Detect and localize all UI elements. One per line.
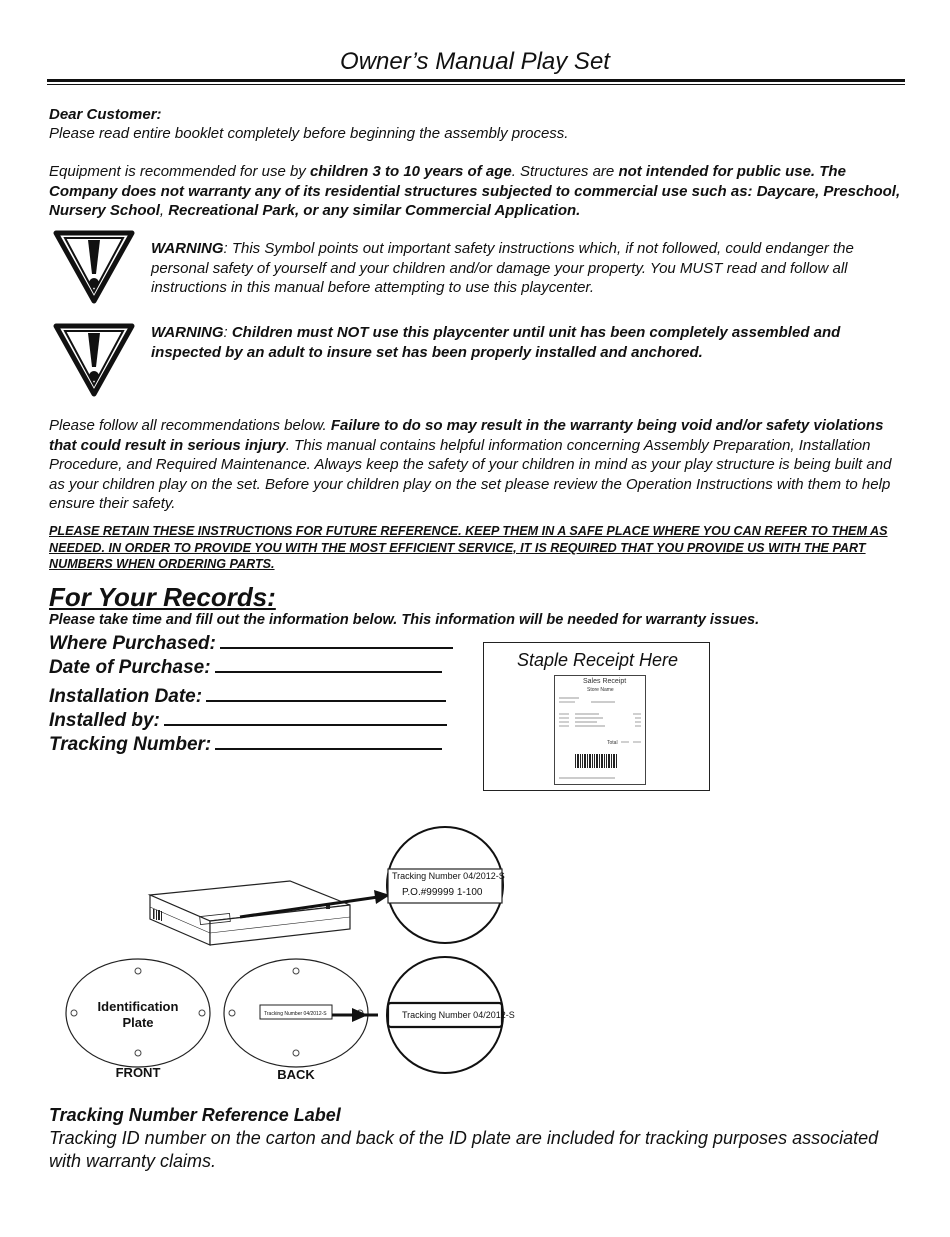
greeting: Dear Customer: bbox=[49, 106, 162, 123]
carton-label-po: P.O.#99999 1-100 bbox=[402, 887, 483, 898]
warning-text: : This Symbol points out important safety instructions which, if not followed, could endanger the personal safety of yourself and your children and/or damage your property. You MUST read and follow all instructions in this manual before attempting to use this playcenter. bbox=[151, 240, 854, 296]
back-plate-small-label: Tracking Number 04/2012-S bbox=[264, 1011, 327, 1017]
front-plate-text-2: Plate bbox=[122, 1015, 154, 1030]
warning-2 bbox=[151, 323, 911, 362]
equip-age: children 3 to 10 years of age bbox=[309, 163, 512, 180]
field-tracking-number[interactable] bbox=[49, 731, 442, 756]
header-rule bbox=[47, 79, 905, 82]
receipt-box-label: Staple Receipt Here bbox=[516, 650, 679, 670]
header-rule-thin bbox=[47, 84, 905, 85]
field-installed-by[interactable] bbox=[49, 707, 447, 732]
fill-line[interactable] bbox=[220, 630, 453, 649]
fill-line[interactable] bbox=[164, 707, 447, 726]
field-date-of-purchase[interactable] bbox=[49, 654, 442, 679]
warning-triangle-icon bbox=[53, 230, 135, 304]
recommend-text: Please follow all recommendations below. bbox=[49, 417, 331, 434]
recommend-text: . This manual contains helpful information concerning Assembly Preparation, Installation Procedure, and Required Maintenance. Always keep the safety of your children in mind as your play structure is being built and as your children play on the set. Before your children play on the set please review the Operation Instructions with them to help ensure their safety. bbox=[49, 436, 892, 512]
field-label: Date of Purchase: bbox=[49, 657, 211, 678]
front-plate-text-1: Identification bbox=[97, 999, 179, 1014]
tracking-label-diagram bbox=[60, 815, 530, 1090]
retain-notice: PLEASE RETAIN THESE INSTRUCTIONS FOR FUTURE REFERENCE. KEEP THEM IN A SAFE PLACE WHERE YOU CAN REFER TO THEM AS NEEDED. IN ORDER TO PROVIDE YOU WITH THE MOST EFFICIENT SERVICE, IT IS REQUIRED THAT YOU PROVIDE US WITH THE PART NUMBERS WHEN ORDERING PARTS. bbox=[49, 524, 888, 571]
equipment-paragraph bbox=[49, 162, 909, 221]
reference-body: Tracking ID number on the carton and back of the ID plate are included for tracking purposes associated with warranty claims. bbox=[49, 1128, 879, 1171]
warning-sep: : bbox=[223, 324, 232, 341]
receipt-total-label: Total bbox=[607, 740, 618, 746]
warning-1 bbox=[151, 239, 911, 298]
receipt-title: Sales Receipt bbox=[583, 678, 627, 685]
back-caption: BACK bbox=[277, 1067, 315, 1082]
equip-text: Equipment is recommended for use by bbox=[49, 163, 310, 180]
reference-title: Tracking Number Reference Label bbox=[49, 1105, 341, 1125]
field-label: Installed by: bbox=[49, 710, 160, 731]
warning-label: WARNING bbox=[151, 324, 224, 341]
recommendations-paragraph bbox=[49, 416, 909, 514]
page-title: Owner’s Manual Play Set bbox=[340, 48, 610, 75]
front-caption: FRONT bbox=[115, 1065, 161, 1080]
records-subheading: Please take time and fill out the information below. This information will be needed for warranty issues. bbox=[49, 612, 760, 628]
records-heading: For Your Records: bbox=[49, 582, 276, 612]
field-installation-date[interactable] bbox=[49, 683, 446, 708]
field-label: Where Purchased: bbox=[49, 633, 216, 654]
fill-line[interactable] bbox=[215, 731, 442, 750]
read-note: Please read entire booklet completely before beginning the assembly process. bbox=[49, 125, 569, 142]
warning-text: Children must NOT use this playcenter until unit has been completely assembled and inspected by an adult to insure set has been properly installed and anchored. bbox=[151, 324, 841, 361]
receipt-store: Store Name bbox=[587, 687, 614, 693]
equip-text: . Structures are bbox=[511, 163, 619, 180]
equip-warranty: not intended for public use. The Company does not warranty any of its residential structures subjected to commercial use such as: Daycare, Preschool, Nursery School bbox=[49, 163, 901, 219]
fill-line[interactable] bbox=[215, 654, 442, 673]
field-where-purchased[interactable] bbox=[49, 630, 453, 655]
warning-label: WARNING bbox=[151, 240, 224, 257]
fill-line[interactable] bbox=[206, 683, 446, 702]
field-label: Installation Date: bbox=[49, 686, 203, 707]
carton-label-tracking: Tracking Number 04/2012-S bbox=[392, 871, 505, 881]
warning-triangle-icon bbox=[53, 323, 135, 397]
receipt-box bbox=[483, 642, 710, 791]
recommend-warning: Failure to do so may result in the warranty being void and/or safety violations that could result in serious injury bbox=[49, 417, 884, 454]
receipt-lines bbox=[555, 694, 645, 784]
receipt-image bbox=[554, 675, 646, 785]
field-label: Tracking Number: bbox=[49, 734, 212, 755]
equip-text: , bbox=[159, 202, 169, 219]
carton-box bbox=[150, 881, 350, 945]
equip-commercial: Recreational Park, or any similar Commercial Application. bbox=[168, 202, 581, 219]
plate-label-tracking: Tracking Number 04/2012-S bbox=[402, 1010, 515, 1020]
